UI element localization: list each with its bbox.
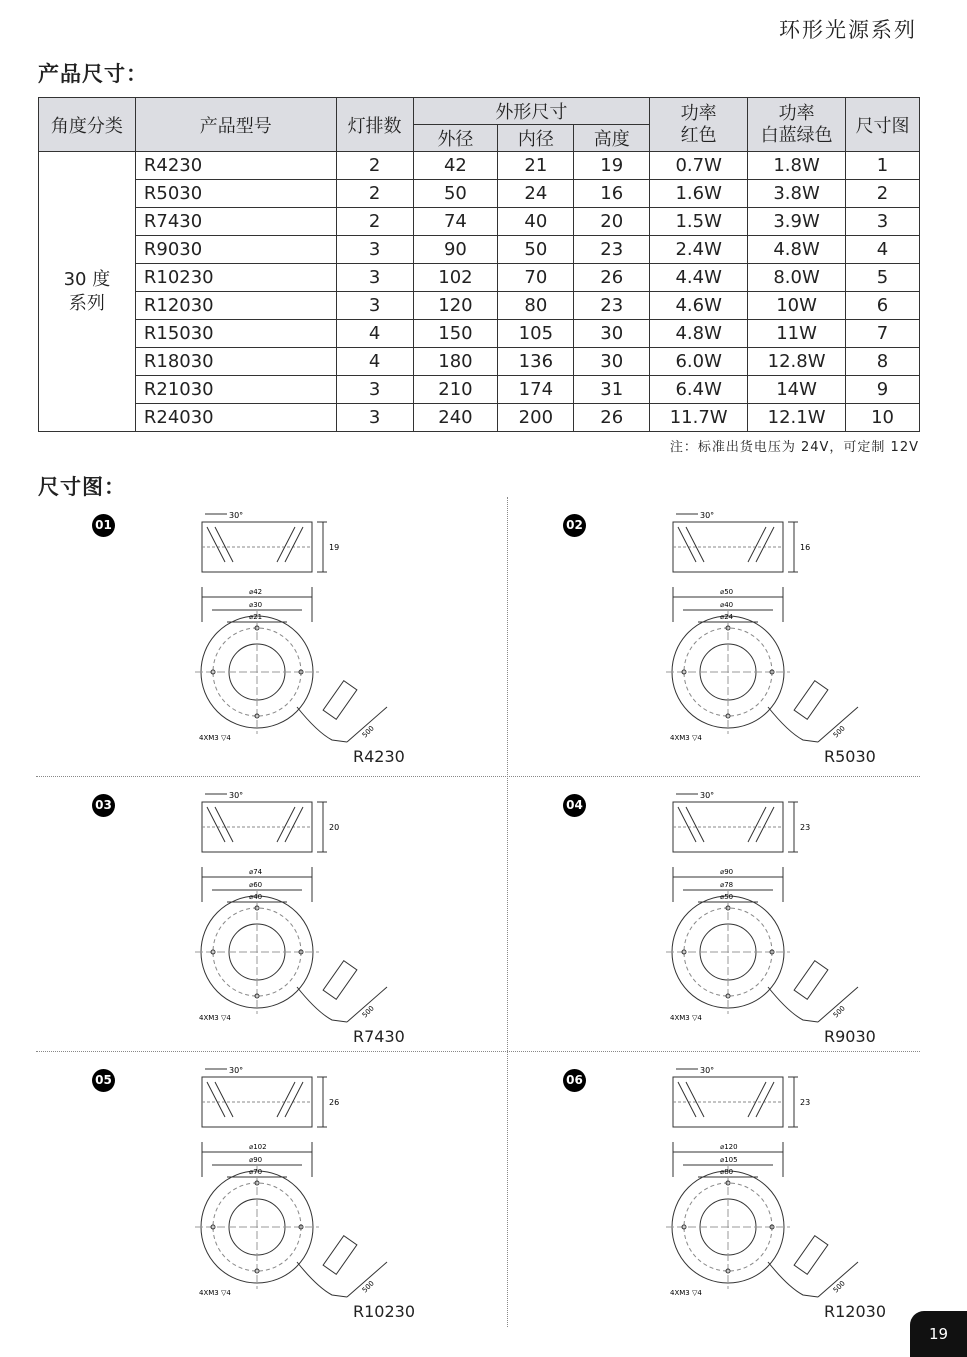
cable [297,987,347,1022]
lamp-rows-cell: 4 [336,320,413,348]
lamp-rows-cell: 3 [336,292,413,320]
drawing-figure [177,502,507,757]
drawing-badge: 02 [563,514,586,537]
power-wb-cell: 10W [748,292,846,320]
connector [794,681,828,720]
inner-dia-cell: 80 [498,292,574,320]
power-wb-cell: 14W [748,376,846,404]
table-row [39,264,920,292]
cable-length-label: 500 [831,1279,847,1295]
header-drawing: 尺寸图 [846,98,920,152]
series-title: 环形光源系列 [779,18,917,42]
spec-table [38,97,920,432]
drawing-no-cell: 1 [846,152,920,180]
cable [297,1262,347,1297]
connector [323,1236,357,1275]
led-angle-lines [678,1082,774,1117]
inner-dia-cell: 174 [498,376,574,404]
screw-spec-label: 4XM3 ▽4 [199,1014,231,1022]
inner-dia-cell: 136 [498,348,574,376]
outer-dia-cell: 180 [413,348,498,376]
lamp-rows-cell: 3 [336,264,413,292]
height-label: 23 [800,823,811,832]
cable-length-label: 500 [360,1004,376,1020]
angle-label: 30° [229,791,244,800]
mount-dia-label: ⌀90 [249,1156,263,1164]
height-label: 19 [329,543,340,552]
model-cell: R4230 [135,152,336,180]
drawing-cell [37,1052,507,1322]
header-outer-dia: 外径 [413,125,498,152]
mount-dia-label: ⌀30 [249,601,263,609]
height-cell: 23 [574,292,650,320]
drawing-no-cell: 9 [846,376,920,404]
drawing-cell [508,1052,967,1322]
height-cell: 20 [574,208,650,236]
drawing-model-label: R7430 [353,1027,405,1046]
power-red-cell: 1.5W [650,208,748,236]
outer-dia-cell: 90 [413,236,498,264]
power-red-cell: 4.6W [650,292,748,320]
header-angle: 角度分类 [39,98,136,152]
power-wb-cell: 12.1W [748,404,846,432]
drawing-model-label: R5030 [824,747,876,766]
cable [768,987,818,1022]
drawing-no-cell: 10 [846,404,920,432]
drawing-no-cell: 5 [846,264,920,292]
angle-label: 30° [700,1066,715,1075]
power-wb-cell: 8.0W [748,264,846,292]
power-wb-cell: 1.8W [748,152,846,180]
outer-dia-label: ⌀120 [720,1143,738,1151]
cable-length-label: 500 [831,724,847,740]
drawing-badge: 05 [92,1069,115,1092]
table-row [39,348,920,376]
drawing-badge: 04 [563,794,586,817]
drawing-model-label: R4230 [353,747,405,766]
inner-dia-label: ⌀70 [249,1168,263,1176]
height-cell: 30 [574,348,650,376]
inner-dia-cell: 200 [498,404,574,432]
inner-dia-label: ⌀80 [720,1168,734,1176]
led-angle-lines [678,527,774,562]
outer-dia-cell: 240 [413,404,498,432]
drawing-figure [177,782,507,1037]
table-row [39,180,920,208]
power-red-cell: 0.7W [650,152,748,180]
table-row [39,376,920,404]
model-cell: R7430 [135,208,336,236]
angle-label: 30° [700,791,715,800]
screw-spec-label: 4XM3 ▽4 [670,1014,702,1022]
header-power-wb: 功率 白蓝绿色 [748,98,846,152]
table-row [39,208,920,236]
table-row [39,152,920,180]
inner-dia-label: ⌀21 [249,613,263,621]
power-wb-cell: 11W [748,320,846,348]
inner-dia-cell: 24 [498,180,574,208]
power-wb-cell: 3.8W [748,180,846,208]
drawing-badge: 01 [92,514,115,537]
connector [794,961,828,1000]
power-red-cell: 1.6W [650,180,748,208]
drawing-figure [177,1057,507,1312]
table-row [39,292,920,320]
outer-dia-cell: 120 [413,292,498,320]
led-angle-lines [207,807,303,842]
header-model: 产品型号 [135,98,336,152]
header-height: 高度 [574,125,650,152]
lamp-rows-cell: 2 [336,208,413,236]
drawing-no-cell: 4 [846,236,920,264]
header-outer-size: 外形尺寸 [413,98,650,125]
lamp-rows-cell: 4 [336,348,413,376]
header-power-red: 功率 红色 [650,98,748,152]
angle-group-cell: 30 度 系列 [39,152,136,432]
model-cell: R12030 [135,292,336,320]
lamp-rows-cell: 2 [336,152,413,180]
screw-spec-label: 4XM3 ▽4 [199,734,231,742]
table-row [39,404,920,432]
drawing-model-label: R10230 [353,1302,416,1321]
height-label: 23 [800,1098,811,1107]
height-label: 26 [329,1098,340,1107]
drawing-no-cell: 7 [846,320,920,348]
height-cell: 31 [574,376,650,404]
model-cell: R15030 [135,320,336,348]
height-cell: 26 [574,404,650,432]
cable [297,707,347,742]
connector [323,681,357,720]
model-cell: R5030 [135,180,336,208]
dimension-drawings-heading: 尺寸图： [38,475,126,499]
model-cell: R18030 [135,348,336,376]
outer-dia-cell: 150 [413,320,498,348]
model-cell: R21030 [135,376,336,404]
outer-dia-label: ⌀74 [249,868,263,876]
model-cell: R24030 [135,404,336,432]
drawing-cell [508,777,967,1047]
led-angle-lines [678,807,774,842]
outer-dia-cell: 210 [413,376,498,404]
height-label: 20 [329,823,340,832]
outer-dia-label: ⌀90 [720,868,734,876]
outer-dia-cell: 102 [413,264,498,292]
height-cell: 23 [574,236,650,264]
screw-spec-label: 4XM3 ▽4 [670,734,702,742]
drawing-figure [648,782,967,1037]
height-cell: 30 [574,320,650,348]
cable-length-label: 500 [360,724,376,740]
connector [323,961,357,1000]
cable-length-label: 500 [831,1004,847,1020]
drawing-badge: 06 [563,1069,586,1092]
power-red-cell: 11.7W [650,404,748,432]
screw-spec-label: 4XM3 ▽4 [199,1289,231,1297]
power-red-cell: 4.4W [650,264,748,292]
drawing-figure [648,502,967,757]
inner-dia-cell: 105 [498,320,574,348]
cable [768,1262,818,1297]
mount-dia-label: ⌀105 [720,1156,738,1164]
table-row [39,320,920,348]
lamp-rows-cell: 3 [336,236,413,264]
angle-label: 30° [229,1066,244,1075]
inner-dia-label: ⌀40 [249,893,263,901]
mount-dia-label: ⌀40 [720,601,734,609]
mount-dia-label: ⌀60 [249,881,263,889]
outer-dia-label: ⌀50 [720,588,734,596]
angle-label: 30° [700,511,715,520]
height-cell: 26 [574,264,650,292]
connector [794,1236,828,1275]
drawing-model-label: R9030 [824,1027,876,1046]
inner-dia-cell: 70 [498,264,574,292]
power-wb-cell: 4.8W [748,236,846,264]
page-number: 19 [910,1311,967,1357]
table-row [39,236,920,264]
cable-length-label: 500 [360,1279,376,1295]
header-inner-dia: 内径 [498,125,574,152]
lamp-rows-cell: 3 [336,404,413,432]
screw-spec-label: 4XM3 ▽4 [670,1289,702,1297]
model-cell: R9030 [135,236,336,264]
outer-dia-label: ⌀42 [249,588,263,596]
power-red-cell: 4.8W [650,320,748,348]
mount-dia-label: ⌀78 [720,881,734,889]
height-label: 16 [800,543,811,552]
drawing-no-cell: 2 [846,180,920,208]
inner-dia-label: ⌀50 [720,893,734,901]
height-cell: 16 [574,180,650,208]
power-red-cell: 2.4W [650,236,748,264]
power-wb-cell: 12.8W [748,348,846,376]
power-red-cell: 6.4W [650,376,748,404]
led-angle-lines [207,1082,303,1117]
drawing-cell [37,777,507,1047]
header-lamp-rows: 灯排数 [336,98,413,152]
inner-dia-cell: 50 [498,236,574,264]
inner-dia-label: ⌀24 [720,613,734,621]
lamp-rows-cell: 2 [336,180,413,208]
power-red-cell: 6.0W [650,348,748,376]
outer-dia-cell: 74 [413,208,498,236]
cable [768,707,818,742]
power-wb-cell: 3.9W [748,208,846,236]
model-cell: R10230 [135,264,336,292]
height-cell: 19 [574,152,650,180]
drawing-badge: 03 [92,794,115,817]
inner-dia-cell: 21 [498,152,574,180]
drawing-no-cell: 3 [846,208,920,236]
voltage-note: 注：标准出货电压为 24V，可定制 12V [669,440,919,455]
drawing-cell [508,497,967,767]
drawing-no-cell: 6 [846,292,920,320]
angle-label: 30° [229,511,244,520]
inner-dia-cell: 40 [498,208,574,236]
drawing-cell [37,497,507,767]
outer-dia-cell: 42 [413,152,498,180]
outer-dia-cell: 50 [413,180,498,208]
drawing-model-label: R12030 [824,1302,887,1321]
lamp-rows-cell: 3 [336,376,413,404]
led-angle-lines [207,527,303,562]
outer-dia-label: ⌀102 [249,1143,267,1151]
drawing-figure [648,1057,967,1312]
product-size-heading: 产品尺寸： [38,62,148,86]
drawing-no-cell: 8 [846,348,920,376]
